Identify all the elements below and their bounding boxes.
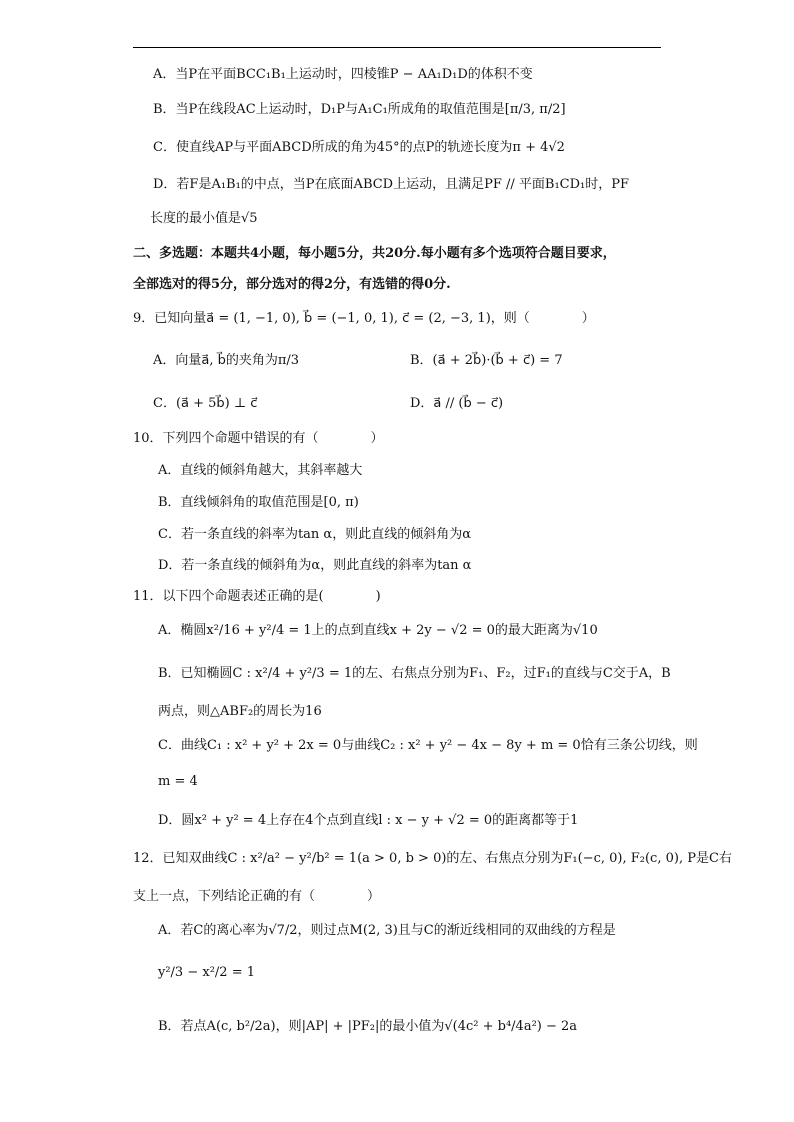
q10-option-a: A．直线的倾斜角越大，其斜率越大 [158,463,363,478]
section2-heading-line1: 二、多选题：本题共4小题，每小题5分，共20分.每小题有多个选项符合题目要求， [133,246,616,261]
q11-option-d: D．圆x² + y² = 4上存在4个点到直线l : x − y + √2 = 0的距离都等于1 [158,813,579,828]
q11-option-a: A．椭圆x²/16 + y²/4 = 1上的点到直线x + 2y − √2 = 0的最大距离为√10 [158,623,598,638]
q9-option-b: B．(a⃗ + 2b⃗)·(b⃗ + c⃗) = 7 [410,353,563,368]
q11-option-b-line1: B．已知椭圆C : x²/4 + y²/3 = 1的左、右焦点分别为F₁、F₂，过F₁的直线与C交于A，B [158,666,671,681]
header-rule [133,47,661,48]
q8-option-d-line2: 长度的最小值是√5 [150,211,258,226]
q9-option-a: A．向量a⃗, b⃗的夹角为π/3 [153,353,300,368]
q12-option-a-line2: y²/3 − x²/2 = 1 [158,965,255,980]
q11-option-c-line1: C．曲线C₁ : x² + y² + 2x = 0与曲线C₂ : x² + y² − 4x − 8y + m = 0恰有三条公切线，则 [158,738,698,753]
q12-option-b: B．若点A(c, b²/2a)，则|AP| + |PF₂|的最小值为√(4c² + b⁴/4a²) − 2a [158,1019,578,1034]
q8-option-d-line1: D．若F是A₁B₁的中点，当P在底面ABCD上运动，且满足PF // 平面B₁CD₁时，PF [153,177,630,192]
q10-option-c: C．若一条直线的斜率为tan α，则此直线的倾斜角为α [158,527,471,542]
q10-option-d: D．若一条直线的倾斜角为α，则此直线的斜率为tan α [158,558,472,573]
q11-option-b-line2: 两点，则△ABF₂的周长为16 [158,704,322,719]
section2-heading-line2: 全部选对的得5分，部分选对的得2分，有选错的得0分. [133,277,451,292]
q9-option-d: D．a⃗ // (b⃗ − c⃗) [410,396,504,411]
q12-stem-line1: 12．已知双曲线C : x²/a² − y²/b² = 1(a > 0, b > 0)的左、右焦点分别为F₁(−c, 0), F₂(c, 0), P是C右 [133,851,732,866]
q8-option-b: B．当P在线段AC上运动时，D₁P与A₁C₁所成角的取值范围是[π/3, π/2] [153,102,566,117]
q9-option-c: C．(a⃗ + 5b⃗) ⊥ c⃗ [153,396,258,411]
q8-option-a: A．当P在平面BCC₁B₁上运动时，四棱锥P − AA₁D₁D的体积不变 [153,67,533,82]
q8-option-c: C．使直线AP与平面ABCD所成的角为45°的点P的轨迹长度为π + 4√2 [153,140,565,155]
q11-option-c-line2: m = 4 [158,774,198,789]
q10-stem: 10．下列四个命题中错误的有（ ） [133,431,384,446]
q12-stem-line2: 支上一点，下列结论正确的有（ ） [133,889,381,904]
q10-option-b: B．直线倾斜角的取值范围是[0, π) [158,495,359,510]
q9-stem: 9．已知向量a⃗ = (1, −1, 0), b⃗ = (−1, 0, 1), c⃗ = (2, −3, 1)，则（ ） [133,311,595,326]
q11-stem: 11．以下四个命题表述正确的是( ) [133,589,381,604]
q12-option-a-line1: A．若C的离心率为√7/2，则过点M(2, 3)且与C的渐近线相同的双曲线的方程是 [158,923,616,938]
